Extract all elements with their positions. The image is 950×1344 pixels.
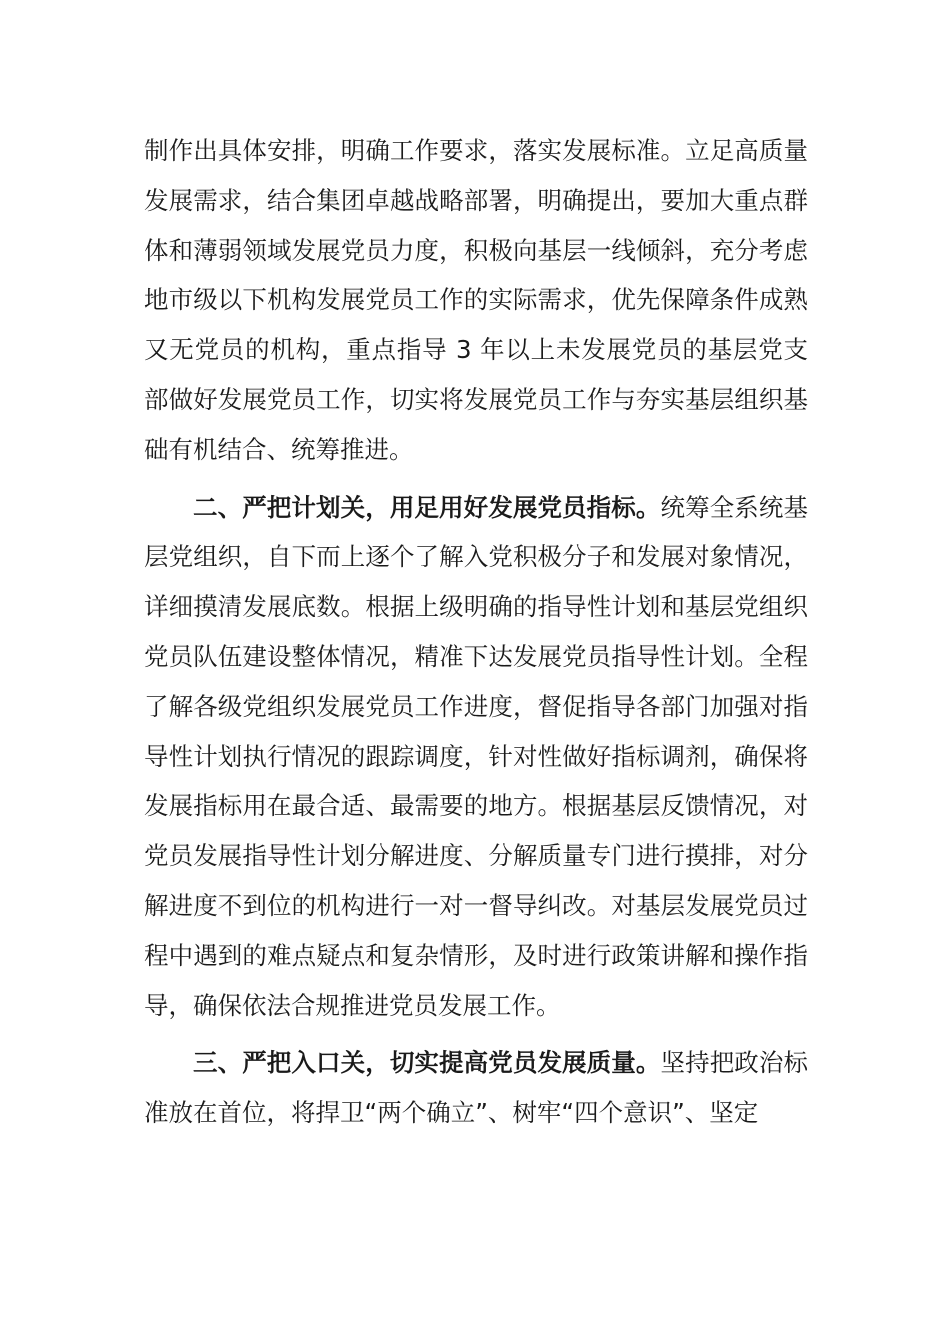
paragraph-continuation <box>144 126 808 475</box>
paragraph-text: 统筹全系统基层党组织，自下而上逐个了解入党积极分子和发展对象情况，详细摸清发展底数。根据上级明确的指导性计划和基层党组织党员队伍建设整体情况，精准下达发展党员指导性计划。全程了解各级党组织发展党员工作进度，督促指导各部门加强对指导性计划执行情况的跟踪调度，针对性做好指标调剂，确保将发展指标用在最合适、最需要的地方。根据基层反馈情况，对党员发展指导性计划分解进度、分解质量专门进行摸排，对分解进度不到位的机构进行一对一督导纠改。对基层发展党员过程中遇到的难点疑点和复杂情形，及时进行政策讲解和操作指导，确保依法合规推进党员发展工作。 <box>144 492 809 1020</box>
paragraph-text: 制作出具体安排，明确工作要求，落实发展标准。立足高质量发展需求，结合集团卓越战略部署，明确提出，要加大重点群体和薄弱领域发展党员力度，积极向基层一线倾斜，充分考虑地市级以下机构发展党员工作的实际需求，优先保障条件成熟又无党员的机构，重点指导 3 年以上未发展党员的基层党支部做好发展党员工作，切实将发展党员工作与夯实基层组织基础有机结合、统筹推进。 <box>144 136 808 464</box>
paragraph-text: 坚持把政治标准放在首位，将捍卫“两个确立”、树牢“四个意识”、坚定 <box>144 1048 809 1128</box>
paragraph-heading: 二、严把计划关，用足用好发展党员指标。 <box>193 492 661 522</box>
paragraph-heading: 三、严把入口关，切实提高党员发展质量。 <box>193 1048 661 1078</box>
document-body <box>144 126 808 1138</box>
paragraph-plan-control <box>144 483 808 1031</box>
paragraph-entry-control <box>144 1038 808 1138</box>
